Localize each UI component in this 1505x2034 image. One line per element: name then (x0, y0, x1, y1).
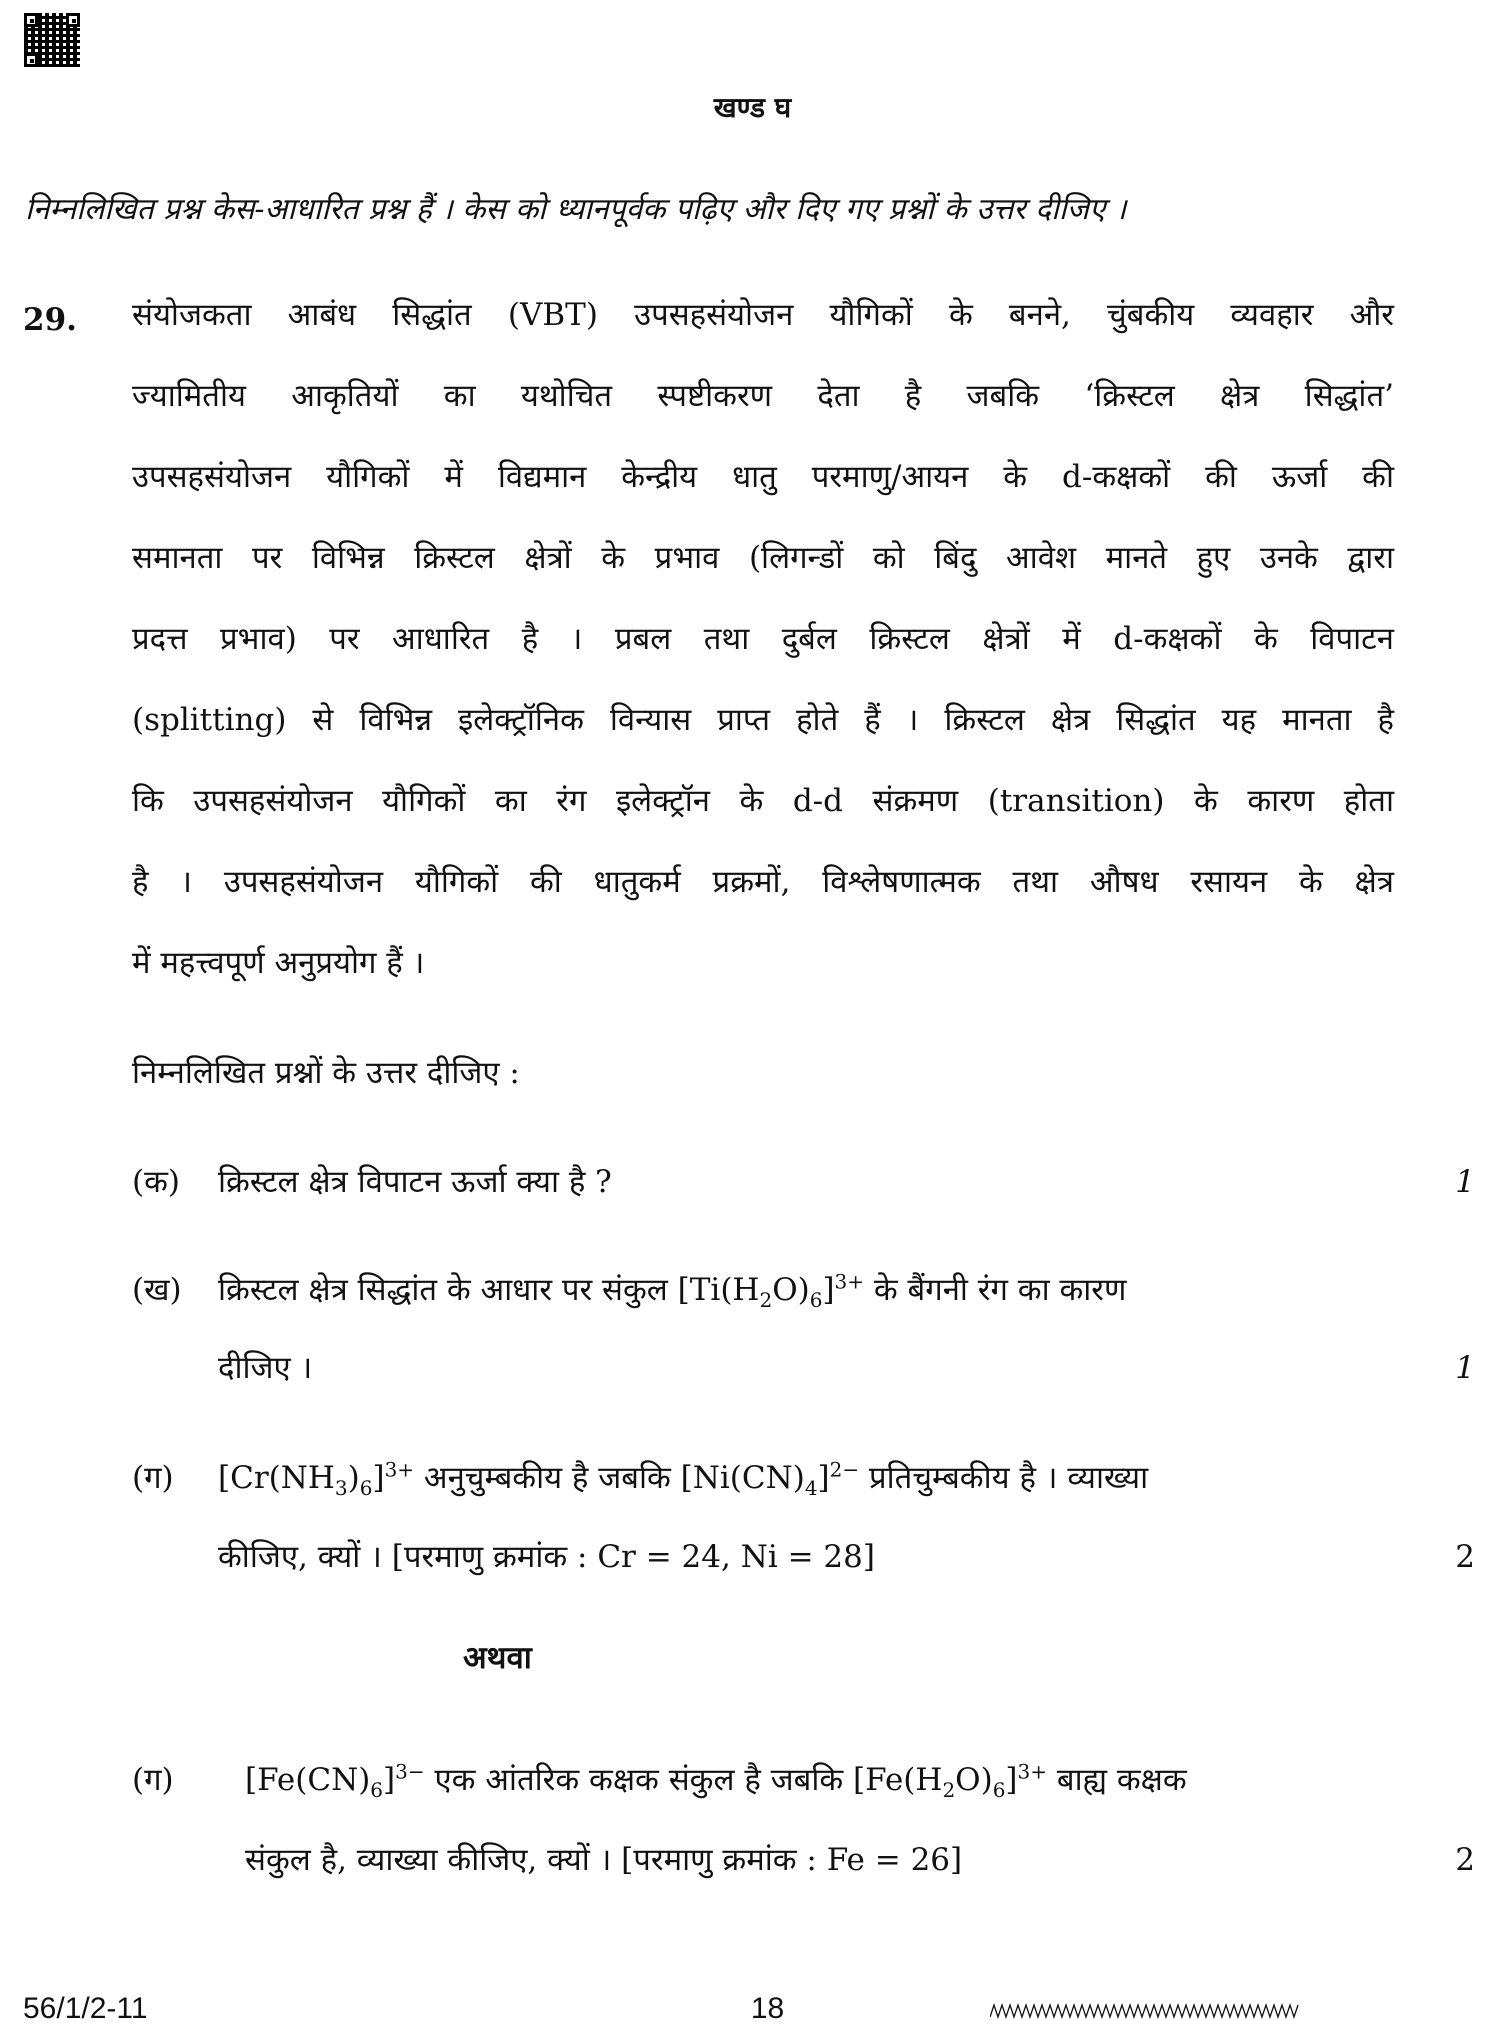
question-number: 29. (23, 302, 77, 338)
text-segment: O) (955, 1762, 993, 1798)
subscript: 6 (370, 1778, 384, 1803)
superscript: 3+ (1017, 1759, 1048, 1784)
passage-line: समानता पर विभिन्न क्रिस्टल क्षेत्रों के प्रभाव (लिगन्डों को बिंदु आवेश मानते हुए उनके द्वारा (132, 540, 1394, 576)
subscript: 6 (992, 1778, 1006, 1803)
superscript: 2− (829, 1457, 860, 1482)
subscript: 6 (359, 1476, 373, 1501)
qr-finder (24, 13, 38, 27)
text-segment: ] (1005, 1762, 1018, 1798)
text-segment: [Cr(NH (218, 1460, 335, 1496)
part-a-text: क्रिस्टल क्षेत्र विपाटन ऊर्जा क्या है ? (218, 1164, 612, 1200)
or-label: अथवा (463, 1640, 532, 1676)
subscript: 4 (804, 1476, 818, 1501)
passage-line: (splitting) से विभिन्न इलेक्ट्रॉनिक विन्यास प्राप्त होते हैं । क्रिस्टल क्षेत्र सिद्धांत यह मानता है (132, 702, 1394, 738)
qr-code (24, 13, 80, 67)
superscript: 3− (395, 1759, 425, 1784)
part-a-marks: 1 (1455, 1164, 1475, 1200)
passage-line: उपसहसंयोजन यौगिकों में विद्यमान केन्द्रीय धातु परमाणु/आयन के d-कक्षकों की ऊर्जा की (132, 459, 1394, 495)
qr-finder (66, 13, 80, 27)
part-c-line1 (218, 1457, 1149, 1501)
text-segment: के बैंगनी रंग का कारण (864, 1272, 1127, 1308)
part-c-alt-line1 (245, 1759, 1187, 1803)
subscript: 3 (334, 1476, 348, 1501)
passage-line: प्रदत्त प्रभाव) पर आधारित है । प्रबल तथा दुर्बल क्रिस्टल क्षेत्रों में d-कक्षकों के विपाटन (132, 621, 1394, 657)
superscript: 3+ (384, 1457, 415, 1482)
passage-line: संयोजकता आबंध सिद्धांत (VBT) उपसहसंयोजन यौगिकों के बनने, चुंबकीय व्यवहार और (132, 297, 1394, 333)
part-c-alt-label: (ग) (132, 1762, 174, 1798)
page-number: 18 (750, 1992, 785, 2025)
text-segment: [Fe(CN) (245, 1762, 371, 1798)
part-a-label: (क) (132, 1164, 180, 1200)
text-segment: ) (347, 1460, 360, 1496)
answer-prompt: निम्नलिखित प्रश्नों के उत्तर दीजिए : (132, 1055, 520, 1091)
superscript: 3+ (834, 1269, 865, 1294)
part-c-line2: कीजिए, क्यों । [परमाणु क्रमांक : Cr = 24, Ni = 28] (218, 1539, 875, 1575)
text-segment: ] (822, 1272, 835, 1308)
passage-line: ज्यामितीय आकृतियों का यथोचित स्पष्टीकरण देता है जबकि ‘क्रिस्टल क्षेत्र सिद्धांत’ (132, 378, 1394, 414)
instruction: निम्नलिखित प्रश्न केस-आधारित प्रश्न हैं । केस को ध्यानपूर्वक पढ़िए और दिए गए प्रश्नों के उत्तर दीजिए । (25, 192, 1127, 227)
text-segment: ] (383, 1762, 396, 1798)
passage-line: में महत्त्वपूर्ण अनुप्रयोग हैं । (132, 945, 425, 981)
text-segment: ] (372, 1460, 385, 1496)
subscript: 2 (942, 1778, 956, 1803)
part-c-alt-line2: संकुल है, व्याख्या कीजिए, क्यों । [परमाणु क्रमांक : Fe = 26] (245, 1842, 963, 1878)
subscript: 6 (809, 1288, 823, 1313)
part-b-marks: 1 (1455, 1350, 1475, 1386)
text-segment: क्रिस्टल क्षेत्र सिद्धांत के आधार पर संकुल [Ti(H (218, 1272, 760, 1308)
section-heading: खण्ड घ (713, 91, 792, 124)
part-c-marks: 2 (1455, 1539, 1475, 1575)
paper-code: 56/1/2-11 (23, 1992, 148, 2025)
text-segment: प्रतिचुम्बकीय है । व्याख्या (859, 1460, 1149, 1496)
part-c-label: (ग) (132, 1460, 174, 1496)
text-segment: अनुचुम्बकीय है जबकि [Ni(CN) (414, 1460, 805, 1496)
text-segment: एक आंतरिक कक्षक संकुल है जबकि [Fe(H (424, 1762, 943, 1798)
text-segment: ] (817, 1460, 830, 1496)
wavy-line-decoration (990, 2003, 1300, 2019)
part-c-alt-marks: 2 (1455, 1842, 1475, 1878)
text-segment: O) (772, 1272, 810, 1308)
passage-line: है । उपसहसंयोजन यौगिकों की धातुकर्म प्रक्रमों, विश्लेषणात्मक तथा औषध रसायन के क्षेत्र (132, 864, 1394, 900)
part-b-line1 (218, 1269, 1127, 1313)
passage-line: कि उपसहसंयोजन यौगिकों का रंग इलेक्ट्रॉन के d-d संक्रमण (transition) के कारण होता (132, 783, 1394, 819)
part-b-line2: दीजिए । (218, 1350, 313, 1386)
subscript: 2 (759, 1288, 773, 1313)
text-segment: बाह्य कक्षक (1047, 1762, 1187, 1798)
qr-finder (24, 53, 38, 67)
part-b-label: (ख) (132, 1272, 182, 1308)
